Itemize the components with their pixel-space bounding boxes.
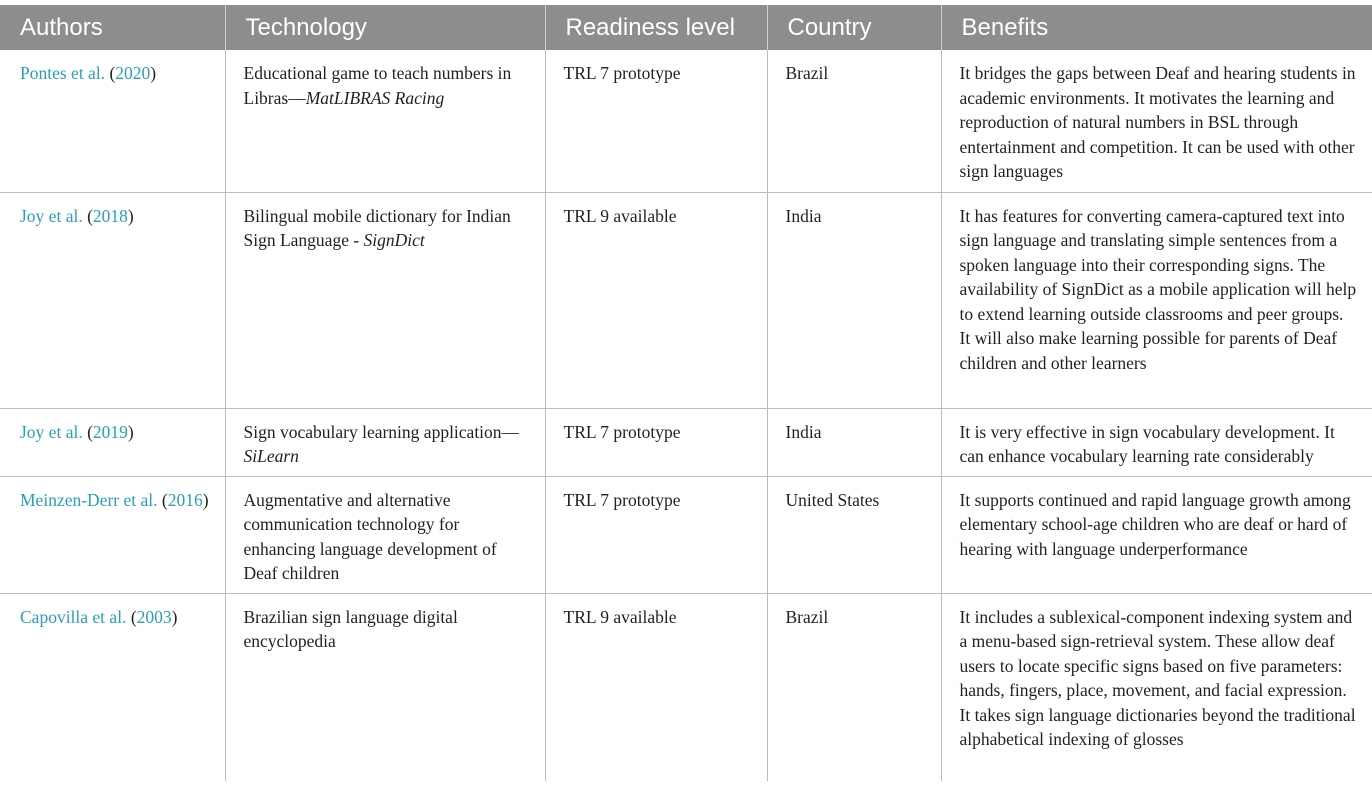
year-close-paren: ) (127, 421, 134, 442)
technology-cell (225, 192, 545, 408)
technology-title: SignDict (363, 230, 425, 250)
author-link[interactable]: Meinzen-Derr et al. (20, 489, 158, 510)
year-open-paren: ( (109, 63, 116, 83)
table-row (0, 192, 1372, 408)
table-row (0, 593, 1372, 781)
benefits-cell: It bridges the gaps between Deaf and hearing students in academic environments. It motivates the learning and reproduction of natural numbers in BSL through entertainment and competition. It can be used with other sign languages (941, 50, 1372, 192)
technology-cell (225, 408, 545, 476)
header-country: Country (767, 5, 941, 50)
year-close-paren: ) (150, 63, 157, 83)
authors-cell (0, 593, 225, 781)
benefits-cell: It includes a sublexical-component indexing system and a menu-based sign-retrieval system. These allow deaf users to locate specific signs based on five parameters: hands, fingers, place, movement, and facial expression. It takes sign language dictionaries beyond the traditional alphabetical indexing of glosses (941, 593, 1372, 781)
authors-cell (0, 408, 225, 476)
year-open-paren: ( (130, 606, 137, 627)
technology-cell (225, 593, 545, 781)
table-row (0, 50, 1372, 192)
country-cell: United States (767, 476, 941, 593)
technology-title: MatLIBRAS Racing (305, 87, 445, 108)
header-technology: Technology (225, 5, 545, 50)
authors-cell (0, 50, 225, 192)
table-row (0, 476, 1372, 593)
year-open-paren: ( (87, 205, 93, 226)
header-benefits: Benefits (941, 5, 1372, 50)
author-link[interactable]: Pontes et al. (20, 63, 106, 83)
year-link[interactable]: 2018 (92, 205, 128, 226)
country-cell: India (767, 408, 941, 476)
technology-text: Brazilian sign language digital encyclopedia (243, 606, 458, 651)
authors-cell (0, 476, 225, 593)
technology-text: Augmentative and alternative communication technology for enhancing language development of Deaf children (243, 489, 497, 583)
year-open-paren: ( (161, 489, 168, 510)
benefits-cell: It has features for converting camera-captured text into sign language and translating simple sentences from a spoken language into their corresponding signs. The availability of SignDict as a mobile application will help to extend learning outside classrooms and peer groups. It will also make learning possible for parents of Deaf children and other learners (941, 192, 1372, 408)
technology-cell (225, 476, 545, 593)
year-link[interactable]: 2003 (136, 606, 172, 627)
table-body (0, 50, 1372, 781)
country-cell: Brazil (767, 593, 941, 781)
readiness-cell: TRL 7 prototype (545, 408, 767, 476)
authors-cell (0, 192, 225, 408)
readiness-cell: TRL 7 prototype (545, 476, 767, 593)
header-readiness-level: Readiness level (545, 5, 767, 50)
benefits-cell: It is very effective in sign vocabulary development. It can enhance vocabulary learning rate considerably (941, 408, 1372, 476)
author-link[interactable]: Joy et al. (20, 205, 83, 226)
year-link[interactable]: 2019 (92, 421, 128, 442)
year-link[interactable]: 2020 (115, 63, 151, 83)
year-link[interactable]: 2016 (167, 489, 203, 510)
header-authors: Authors (0, 5, 225, 50)
country-cell: Brazil (767, 50, 941, 192)
author-link[interactable]: Capovilla et al. (20, 606, 127, 627)
technology-text: Bilingual mobile dictionary for Indian Sign Language - (243, 205, 511, 250)
readiness-cell: TRL 9 available (545, 192, 767, 408)
readiness-cell: TRL 9 available (545, 593, 767, 781)
readiness-cell: TRL 7 prototype (545, 50, 767, 192)
benefits-cell: It supports continued and rapid language growth among elementary school-age children who are deaf or hard of hearing with language underperformance (941, 476, 1372, 593)
year-close-paren: ) (171, 606, 178, 627)
table-header (0, 5, 1372, 50)
technology-text: Educational game to teach numbers in Libras— (243, 63, 512, 108)
technology-text: Sign vocabulary learning application— (243, 421, 520, 442)
author-link[interactable]: Joy et al. (20, 421, 83, 442)
table-row (0, 408, 1372, 476)
technology-table (0, 5, 1372, 781)
year-close-paren: ) (127, 205, 134, 226)
technology-title: SiLearn (243, 446, 299, 466)
year-open-paren: ( (87, 421, 93, 442)
country-cell: India (767, 192, 941, 408)
header-row (0, 5, 1372, 50)
year-close-paren: ) (202, 489, 209, 510)
technology-cell (225, 50, 545, 192)
